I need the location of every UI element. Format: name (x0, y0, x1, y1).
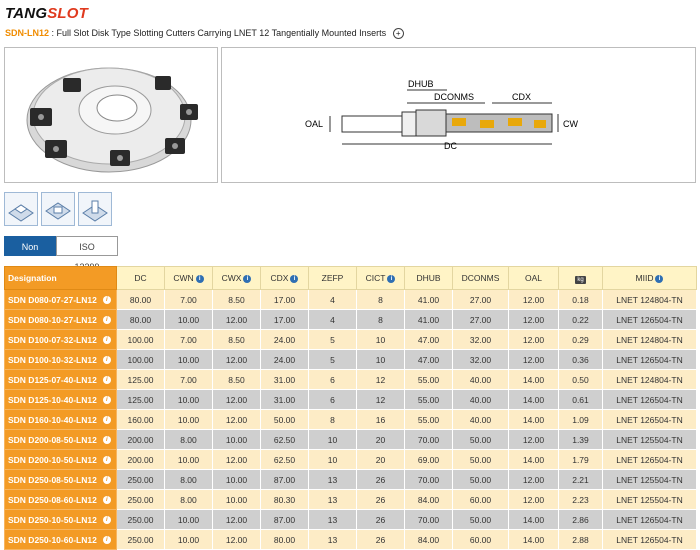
table-cell: 12.00 (509, 470, 559, 490)
table-cell: 55.00 (405, 390, 453, 410)
table-cell: 84.00 (405, 490, 453, 510)
header-cwn: CWN i (165, 267, 213, 290)
table-cell: 250.00 (117, 470, 165, 490)
table-cell: 26 (357, 470, 405, 490)
table-cell: 0.61 (559, 390, 603, 410)
table-cell: 50.00 (261, 410, 309, 430)
table-row[interactable] (5, 490, 697, 510)
row-info-icon[interactable]: i (103, 476, 111, 484)
table-cell: 70.00 (405, 430, 453, 450)
table-cell: 12.00 (509, 290, 559, 310)
table-cell: 0.29 (559, 330, 603, 350)
cw-label: CW (563, 119, 578, 129)
table-cell: 12.00 (213, 390, 261, 410)
table-cell: 0.22 (559, 310, 603, 330)
header-zefp: ZEFP (309, 267, 357, 290)
table-cell: 41.00 (405, 290, 453, 310)
table-cell: 31.00 (261, 370, 309, 390)
table-cell: 10.00 (165, 510, 213, 530)
table-cell: 87.00 (261, 510, 309, 530)
table-cell: 12.00 (213, 510, 261, 530)
table-cell: 13 (309, 510, 357, 530)
table-cell: 24.00 (261, 350, 309, 370)
table-row[interactable] (5, 450, 697, 470)
table-cell: 0.50 (559, 370, 603, 390)
table-cell: 14.00 (509, 390, 559, 410)
table-cell: LNET 126504-TN (603, 530, 697, 550)
row-info-icon[interactable]: i (103, 516, 111, 524)
table-cell: 12.00 (509, 310, 559, 330)
groove-icon[interactable] (41, 192, 75, 226)
table-cell: 20 (357, 430, 405, 450)
table-cell: LNET 126504-TN (603, 410, 697, 430)
table-cell: 12 (357, 370, 405, 390)
table-cell: 32.00 (453, 350, 509, 370)
table-cell: 125.00 (117, 390, 165, 410)
table-cell: 14.00 (509, 410, 559, 430)
table-cell: LNET 124804-TN (603, 290, 697, 310)
table-cell: 17.00 (261, 310, 309, 330)
table-cell: 10.00 (165, 310, 213, 330)
table-cell: 10 (357, 350, 405, 370)
table-cell: LNET 126504-TN (603, 350, 697, 370)
designation-link[interactable]: SDN D250-08-60-LN12 i (5, 490, 117, 510)
table-row[interactable] (5, 370, 697, 390)
diagram-svg (222, 48, 695, 182)
table-row[interactable] (5, 390, 697, 410)
table-cell: 10 (309, 430, 357, 450)
table-cell: 14.00 (509, 530, 559, 550)
table-cell: 12.00 (213, 350, 261, 370)
row-info-icon[interactable]: i (103, 496, 111, 504)
table-cell: 5 (309, 330, 357, 350)
table-cell: 55.00 (405, 370, 453, 390)
table-cell: 47.00 (405, 330, 453, 350)
table-row[interactable] (5, 330, 697, 350)
designation-link[interactable]: SDN D100-10-32-LN12 i (5, 350, 117, 370)
table-cell: 40.00 (453, 410, 509, 430)
slot-icon[interactable] (4, 192, 38, 226)
table-cell: 12 (357, 390, 405, 410)
table-cell: 8 (357, 310, 405, 330)
table-cell: 62.50 (261, 430, 309, 450)
table-cell: 87.00 (261, 470, 309, 490)
designation-link[interactable]: SDN D080-07-27-LN12 i (5, 290, 117, 310)
table-cell: LNET 126504-TN (603, 390, 697, 410)
table-cell: 10.00 (165, 350, 213, 370)
table-cell: 8.00 (165, 430, 213, 450)
designation-link[interactable]: SDN D250-10-50-LN12 i (5, 510, 117, 530)
table-cell: 50.00 (453, 430, 509, 450)
designation-link[interactable]: SDN D250-10-60-LN12 i (5, 530, 117, 550)
row-info-icon[interactable]: i (103, 396, 111, 404)
dhub-label: DHUB (408, 79, 434, 89)
product-description: : Full Slot Disk Type Slotting Cutters Carrying LNET 12 Tangentially Mounted Inserts (49, 28, 387, 38)
table-row[interactable] (5, 430, 697, 450)
table-cell: 26 (357, 490, 405, 510)
table-cell: 40.00 (453, 390, 509, 410)
table-cell: LNET 124804-TN (603, 330, 697, 350)
pocket-icon[interactable] (78, 192, 112, 226)
table-cell: 6 (309, 370, 357, 390)
table-cell: 100.00 (117, 350, 165, 370)
table-cell: 26 (357, 510, 405, 530)
designation-link[interactable]: SDN D160-10-40-LN12 i (5, 410, 117, 430)
table-cell: 2.23 (559, 490, 603, 510)
table-cell: 26 (357, 530, 405, 550)
table-cell: 10 (357, 330, 405, 350)
table-cell: 70.00 (405, 470, 453, 490)
row-info-icon[interactable]: i (103, 296, 111, 304)
tangslot-logo: TANGSLOT (5, 5, 88, 22)
designation-link[interactable]: SDN D100-07-32-LN12 i (5, 330, 117, 350)
table-row[interactable] (5, 310, 697, 330)
header-dhub: DHUB (405, 267, 453, 290)
row-info-icon[interactable]: i (103, 336, 111, 344)
table-cell: 10.00 (213, 470, 261, 490)
table-cell: 8.50 (213, 290, 261, 310)
table-row[interactable] (5, 530, 697, 550)
row-info-icon[interactable]: i (103, 456, 111, 464)
row-info-icon[interactable]: i (103, 536, 111, 544)
table-row[interactable] (5, 290, 697, 310)
table-cell: LNET 126504-TN (603, 450, 697, 470)
header-cict: CICT i (357, 267, 405, 290)
table-cell: 70.00 (405, 510, 453, 530)
table-cell: 27.00 (453, 310, 509, 330)
cdx-label: CDX (512, 92, 532, 102)
info-icon[interactable]: i (243, 275, 251, 283)
oal-label: OAL (305, 119, 324, 129)
table-cell: 250.00 (117, 490, 165, 510)
table-cell: 100.00 (117, 330, 165, 350)
table-cell: 84.00 (405, 530, 453, 550)
table-cell: 80.00 (117, 290, 165, 310)
table-cell: 8.00 (165, 490, 213, 510)
table-cell: 0.36 (559, 350, 603, 370)
info-icon[interactable]: i (290, 275, 298, 283)
table-cell: 60.00 (453, 490, 509, 510)
cutter-illustration (5, 48, 217, 182)
table-row[interactable] (5, 350, 697, 370)
row-info-icon[interactable]: i (103, 416, 111, 424)
table-cell: 12.00 (213, 530, 261, 550)
header-weight (559, 267, 603, 290)
designation-link[interactable]: SDN D200-08-50-LN12 i (5, 430, 117, 450)
table-cell: 250.00 (117, 510, 165, 530)
info-icon[interactable]: i (196, 275, 204, 283)
row-info-icon[interactable]: i (103, 376, 111, 384)
designation-link[interactable]: SDN D250-08-50-LN12 i (5, 470, 117, 490)
table-cell: 160.00 (117, 410, 165, 430)
table-cell: 5 (309, 350, 357, 370)
table-cell: 10.00 (165, 390, 213, 410)
table-cell: 80.30 (261, 490, 309, 510)
info-icon[interactable]: i (655, 275, 663, 283)
table-cell: 4 (309, 310, 357, 330)
table-cell: 12.00 (213, 410, 261, 430)
tab-iso-13399[interactable]: ISO (56, 236, 118, 256)
table-cell: 2.21 (559, 470, 603, 490)
table-cell: 60.00 (453, 530, 509, 550)
table-cell: 250.00 (117, 530, 165, 550)
table-cell: 125.00 (117, 370, 165, 390)
table-cell: 50.00 (453, 450, 509, 470)
table-cell: 8.50 (213, 330, 261, 350)
dimension-diagram (221, 47, 696, 183)
row-info-icon[interactable]: i (103, 356, 111, 364)
table-cell: 200.00 (117, 430, 165, 450)
table-cell: 24.00 (261, 330, 309, 350)
table-cell: 10.00 (165, 450, 213, 470)
table-cell: 1.39 (559, 430, 603, 450)
weight-kg-icon: kg (577, 276, 584, 283)
designation-link[interactable]: SDN D200-10-50-LN12 i (5, 450, 117, 470)
product-table (4, 266, 697, 550)
table-cell: 16 (357, 410, 405, 430)
table-cell: LNET 125504-TN (603, 490, 697, 510)
table-cell: 10 (309, 450, 357, 470)
table-cell: 80.00 (117, 310, 165, 330)
application-icons (4, 192, 112, 226)
table-cell: 80.00 (261, 530, 309, 550)
header-dc: DC (117, 267, 165, 290)
table-cell: LNET 126504-TN (603, 310, 697, 330)
page-title (5, 28, 404, 39)
info-icon[interactable]: i (387, 275, 395, 283)
dc-label: DC (444, 141, 457, 151)
tab-non-iso[interactable]: Non (4, 236, 56, 256)
table-cell: 12.00 (509, 330, 559, 350)
header-miid: MIID i (603, 267, 697, 290)
table-cell: 14.00 (509, 370, 559, 390)
table-cell: 10.00 (213, 490, 261, 510)
table-cell: 13 (309, 470, 357, 490)
table-cell: LNET 126504-TN (603, 510, 697, 530)
header-dconms: DCONMS (453, 267, 509, 290)
table-cell: 10.00 (165, 410, 213, 430)
standard-tabs (4, 236, 118, 256)
table-cell: 14.00 (509, 510, 559, 530)
table-cell: 1.09 (559, 410, 603, 430)
table-cell: 31.00 (261, 390, 309, 410)
table-cell: 32.00 (453, 330, 509, 350)
table-cell: 50.00 (453, 470, 509, 490)
table-cell: 20 (357, 450, 405, 470)
designation-link[interactable]: SDN D080-10-27-LN12 i (5, 310, 117, 330)
designation-link[interactable]: SDN D125-10-40-LN12 i (5, 390, 117, 410)
expand-plus-button[interactable]: + (393, 28, 404, 39)
table-cell: 14.00 (509, 450, 559, 470)
table-cell: 12.00 (509, 350, 559, 370)
table-cell: 8.00 (165, 470, 213, 490)
table-cell: 2.86 (559, 510, 603, 530)
table-cell: 50.00 (453, 510, 509, 530)
table-cell: 13 (309, 530, 357, 550)
table-header-row (5, 267, 697, 290)
table-cell: 10.00 (213, 430, 261, 450)
row-info-icon[interactable]: i (103, 316, 111, 324)
table-cell: 8.50 (213, 370, 261, 390)
row-info-icon[interactable]: i (103, 436, 111, 444)
table-cell: 12.00 (509, 430, 559, 450)
header-oal: OAL (509, 267, 559, 290)
table-cell: 62.50 (261, 450, 309, 470)
table-row[interactable] (5, 410, 697, 430)
table-cell: 7.00 (165, 330, 213, 350)
product-image (4, 47, 218, 183)
table-cell: 55.00 (405, 410, 453, 430)
header-cdx: CDX i (261, 267, 309, 290)
table-cell: 12.00 (213, 310, 261, 330)
header-designation: Designation (5, 267, 117, 290)
table-row[interactable] (5, 470, 697, 490)
table-cell: 2.88 (559, 530, 603, 550)
table-cell: 69.00 (405, 450, 453, 470)
table-cell: 40.00 (453, 370, 509, 390)
product-code: SDN-LN12 (5, 28, 50, 38)
table-row[interactable] (5, 510, 697, 530)
dconms-label: DCONMS (434, 92, 474, 102)
table-cell: 7.00 (165, 290, 213, 310)
designation-link[interactable]: SDN D125-07-40-LN12 i (5, 370, 117, 390)
table-cell: 10.00 (165, 530, 213, 550)
table-cell: 12.00 (213, 450, 261, 470)
table-cell: LNET 124804-TN (603, 370, 697, 390)
table-cell: LNET 125504-TN (603, 430, 697, 450)
table-cell: 41.00 (405, 310, 453, 330)
table-cell: 1.79 (559, 450, 603, 470)
table-cell: 13 (309, 490, 357, 510)
table-cell: 0.18 (559, 290, 603, 310)
header-cwx: CWX i (213, 267, 261, 290)
table-cell: 7.00 (165, 370, 213, 390)
table-cell: 47.00 (405, 350, 453, 370)
table-cell: 8 (309, 410, 357, 430)
table-cell: 200.00 (117, 450, 165, 470)
table-cell: 12.00 (509, 490, 559, 510)
table-cell: 27.00 (453, 290, 509, 310)
table-cell: 8 (357, 290, 405, 310)
table-cell: 17.00 (261, 290, 309, 310)
table-cell: LNET 125504-TN (603, 470, 697, 490)
table-cell: 4 (309, 290, 357, 310)
table-cell: 6 (309, 390, 357, 410)
